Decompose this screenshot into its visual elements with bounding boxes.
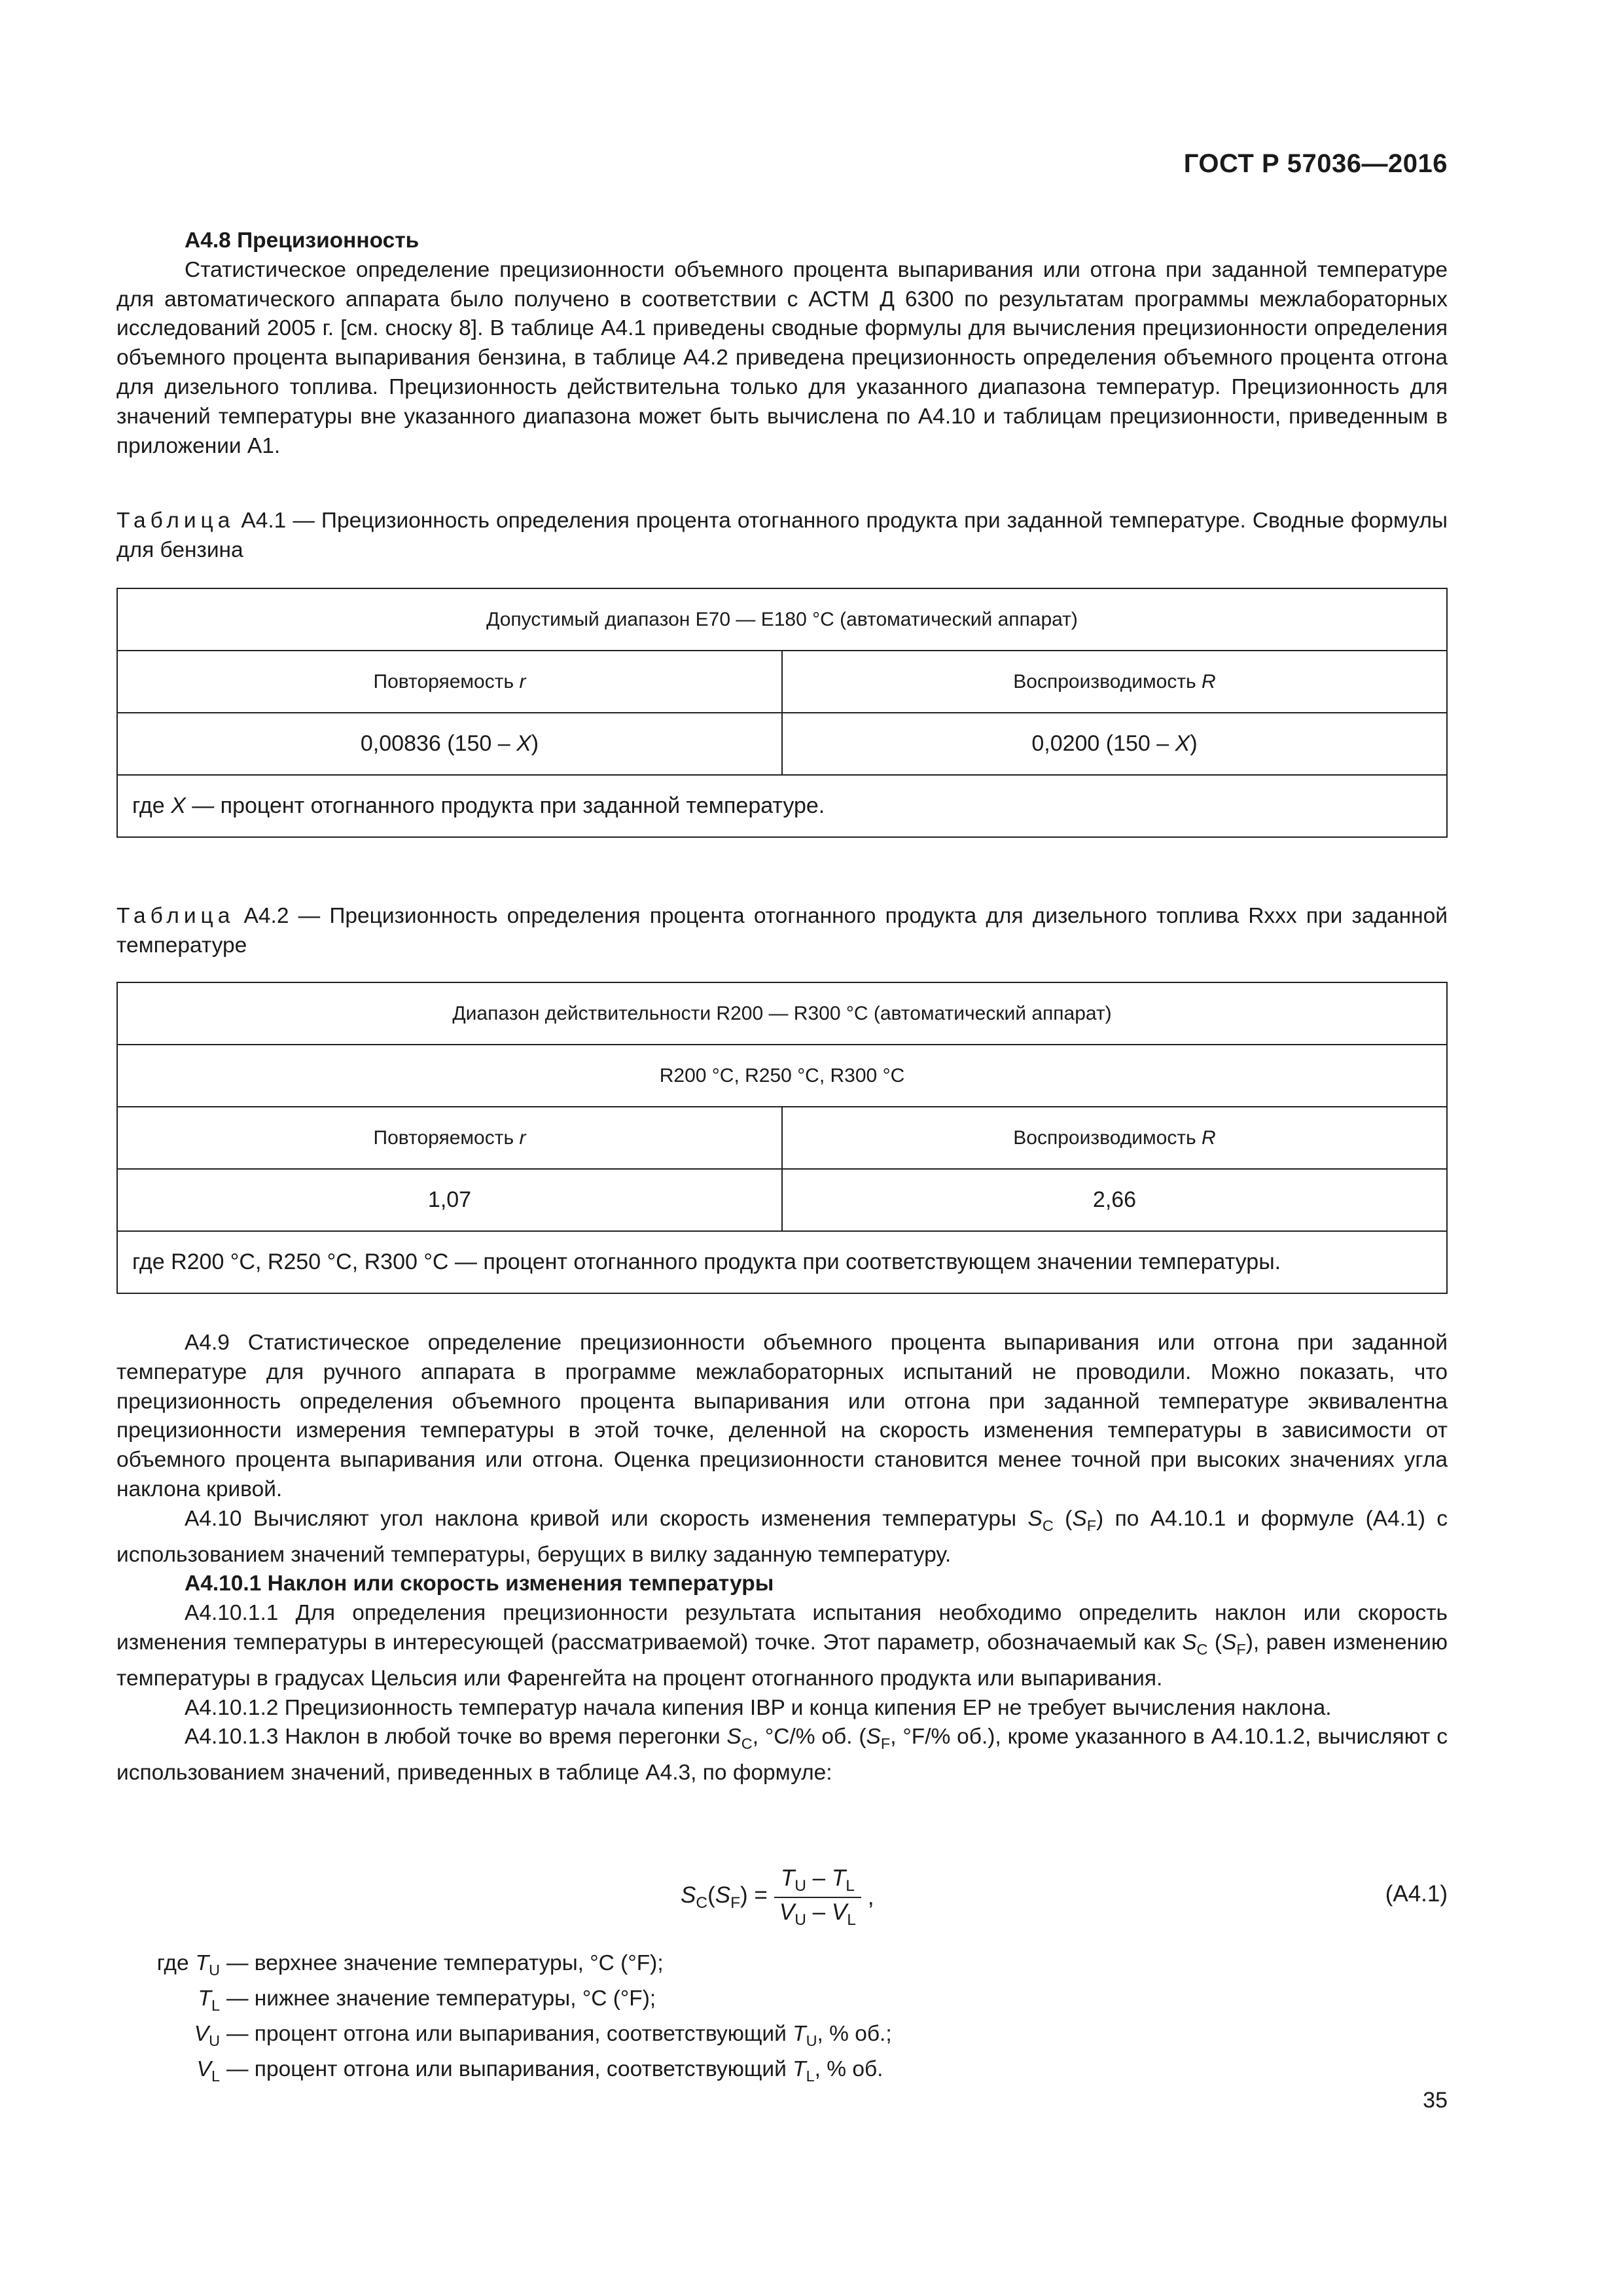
legend-item: где $T_U$ — верхнее значение температуры, °C (°F); xyxy=(156,1951,664,1979)
table-header: Допустимый диапазон E70 — E180 °C (автоматический аппарат) xyxy=(117,588,1447,651)
paragraph: А4.10.1.3 Наклон в любой точке во время перегонки $S_C$, °C/% об. ($S_F$, °F/% об.), кроме указанного в А4.10.1.2, вычисляют с использованием значений, приведенных в таблице А4.3, по формуле: xyxy=(116,1725,1448,1785)
caption-text: А4.1 — Прецизионность определения процента отогнанного продукта при заданной температуре. Сводные формулы для бензина xyxy=(116,509,1448,562)
table-cell: 2,66 xyxy=(782,1169,1447,1231)
formula-fraction: $\frac{T_U - T_L}{V_U - V_L}$ xyxy=(773,1865,863,1929)
table-caption xyxy=(116,902,1448,961)
caption-label: Таблица xyxy=(116,904,235,928)
page-number: 35 xyxy=(1423,2088,1448,2113)
table-subheader: R200 °C, R250 °C, R300 °C xyxy=(117,1045,1447,1107)
legend-item: $T_L$ — нижнее значение температуры, °C (°F); xyxy=(198,1986,656,2014)
table-caption xyxy=(116,507,1448,565)
section-a49-a410 xyxy=(116,1329,1448,1788)
section-heading: А4.8 Прецизионность xyxy=(185,228,419,253)
formula-legend xyxy=(116,1949,892,2090)
paragraph: Статистическое определение прецизионности объемного процента выпаривания или отгона при заданной температуре для автоматического аппарата было получено в соответствии с АСТМ Д 6300 по результатам программы межлабораторных исследований 2005 г. [см. сноску 8]. В таблице А4.1 приведены сводные формулы для вычисления прецизионности определения объемного процента выпаривания бензина, в таблице А4.2 приведена прецизионность определения объемного процента отгона для дизельного топлива. Прецизионность действительна только для указанного диапазона температур. Прецизионность для значений температуры вне указанного диапазона может быть вычислена по А4.10 и таблицам прецизионности, приведенным в приложении А1. xyxy=(116,257,1448,458)
legend-item: $V_L$ — процент отгона или выпаривания, соответствующий $T_L$, % об. xyxy=(196,2057,883,2085)
caption-label: Таблица xyxy=(116,509,235,533)
column-header: Повторяемость r xyxy=(117,1107,782,1169)
precision-table-gasoline xyxy=(116,588,1448,838)
table-note: где X — процент отогнанного продукта при заданной температуре. xyxy=(117,775,1447,837)
standard-code: ГОСТ Р 57036—2016 xyxy=(1183,149,1448,178)
column-header: Повторяемость r xyxy=(117,651,782,713)
table-note: где R200 °C, R250 °C, R300 °C — процент отогнанного продукта при соответствующем значении температуры. xyxy=(117,1231,1447,1293)
slope-formula: $S_C(S_F)$ = $\frac{T_U - T_L}{V_U - V_L}$ , xyxy=(681,1865,874,1929)
column-header: Воспроизводимость R xyxy=(782,1107,1447,1169)
table-cell: 0,00836 (150 – X) xyxy=(117,713,782,775)
subsection-heading: А4.10.1 Наклон или скорость изменения температуры xyxy=(185,1571,774,1596)
section-a48 xyxy=(116,226,1448,461)
column-header: Воспроизводимость R xyxy=(782,651,1447,713)
paragraph: А4.10 Вычисляют угол наклона кривой или скорость изменения температуры $S_C$ $(S_F)$ по А4.10.1 и формуле (А4.1) с использованием значений температуры, берущих в вилку заданную температуру. xyxy=(116,1506,1448,1567)
table-header: Диапазон действительности R200 — R300 °C (автоматический аппарат) xyxy=(117,982,1447,1045)
paragraph: А4.10.1.1 Для определения прецизионности результата испытания необходимо определить наклон или скорость изменения температуры в интересующей (рассматриваемой) точке. Этот параметр, обозначаемый как $S_C$ $(S_F)$, равен изменению температуры в градусах Цельсия или Фаренгейта на процент отогнанного продукта или выпаривания. xyxy=(116,1601,1448,1691)
legend-item: $V_U$ — процент отгона или выпаривания, соответствующий $T_U$, % об.; xyxy=(194,2022,892,2049)
caption-text: А4.2 — Прецизионность определения процента отогнанного продукта для дизельного топлива Rxxx при заданной температуре xyxy=(116,904,1448,958)
table-cell: 1,07 xyxy=(117,1169,782,1231)
paragraph: А4.10.1.2 Прецизионность температур начала кипения IBP и конца кипения EP не требует вычисления наклона. xyxy=(185,1695,1332,1720)
precision-table-diesel xyxy=(116,982,1448,1294)
table-cell: 0,0200 (150 – X) xyxy=(782,713,1447,775)
paragraph: А4.9 Статистическое определение прецизионности объемного процента выпаривания или отгона при заданной температуре для ручного аппарата в программе межлабораторных испытаний не проводили. Можно показать, что прецизионность определения объемного процента выпаривания или отгона при заданной температуре эквивалентна прецизионности измерения температуры в этой точке, деленной на скорость изменения температуры в зависимости от объемного процента выпаривания или отгона. Оценка прецизионности становится менее точной при высоких значениях угла наклона кривой. xyxy=(116,1331,1448,1501)
equation-number: (А4.1) xyxy=(1385,1881,1448,1907)
